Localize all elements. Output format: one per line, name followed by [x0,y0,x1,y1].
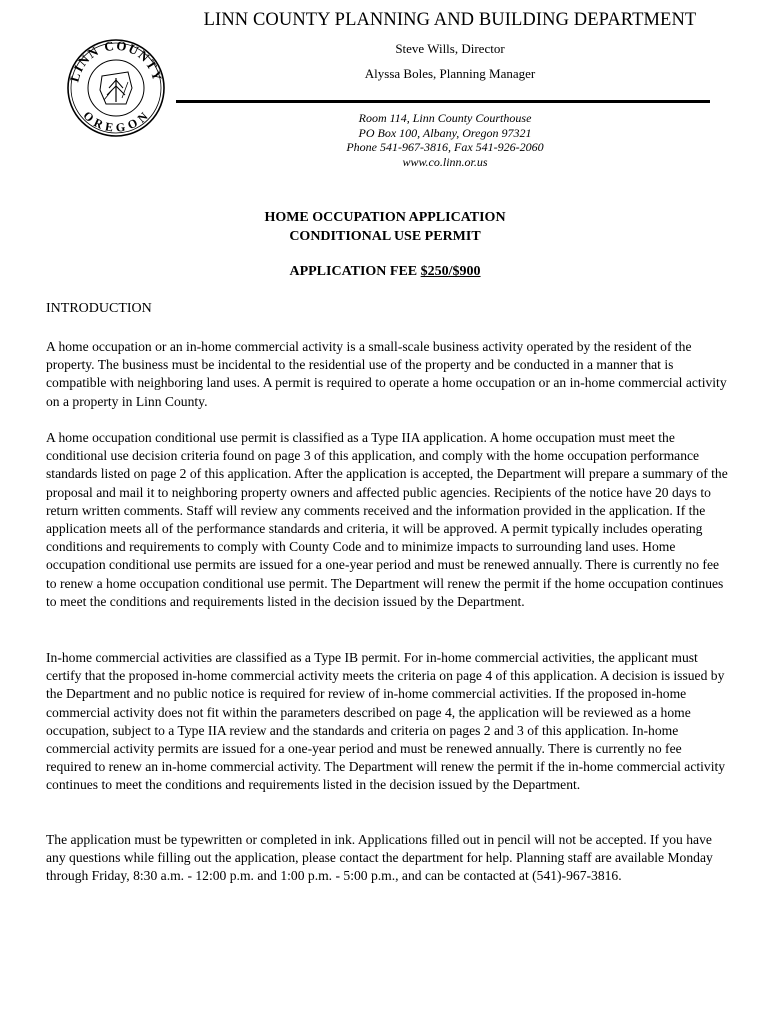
county-seal-logo [66,38,166,138]
planning-manager-name: Alyssa Boles, Planning Manager [364,66,536,81]
application-title-line2: CONDITIONAL USE PERMIT [289,228,481,244]
application-fee [150,264,620,280]
introduction-heading: INTRODUCTION [46,301,152,316]
header-divider [176,100,710,103]
intro-paragraph-1: A home occupation or an in-home commercial activity is a small-scale business activity operated by the resident of the property. The business must be incidental to the residential use of the property and be conducted in a manner that is compatible with neighboring land uses. A permit is required to operate a home occupation or an in-home commercial activity on a property in Linn County. [46,339,727,409]
address-po-box: PO Box 100, Albany, Oregon 97321 [358,125,532,140]
svg-text:LINN COUNTY [66,38,165,84]
address-website: www.co.linn.or.us [402,155,488,170]
director-name: Steve Wills, Director [395,41,505,56]
contact-address-block [300,111,590,170]
application-title-line1: HOME OCCUPATION APPLICATION [264,210,506,225]
address-phone-fax: Phone 541-967-3816, Fax 541-926-2060 [346,140,544,155]
intro-paragraph-4: The application must be typewritten or completed in ink. Applications filled out in pencil will not be accepted. If you have any questions while filling out the application, please contact the department for help. Planning staff are available Monday through Friday, 8:30 a.m. - 12:00 p.m. and 1:00 p.m. - 5:00 p.m., and can be contacted at (541)-967-3816. [46,832,713,884]
department-title: LINN COUNTY PLANNING AND BUILDING DEPARTMENT [203,10,697,30]
seal-icon [66,38,166,138]
fee-label: APPLICATION FEE [289,264,421,279]
intro-paragraph-2: A home occupation conditional use permit is classified as a Type IIA application. A home occupation must meet the conditional use decision criteria found on page 3 of this application, and comply with the home occupation performance standards listed on page 2 of this application. After the application is accepted, the Department will prepare a summary of the proposal and mail it to neighboring property owners and affected public agencies. Recipients of the notice have 20 days to return written comments. Staff will review any comments received and the information provided in the application. If the application meets all of the performance standards and criteria, it will be approved. A permit typically includes operating conditions and requirements to comply with County Code and to minimize impacts to surrounding land uses. Home occupation conditional use permits are issued for a one-year period and must be renewed annually. There is currently no fee to renew a home occupation conditional use permit. The Department will renew the permit if the home occupation continues to meet the conditions and requirements listed in the decision issued by the Department. [46,430,728,609]
seal-bottom-text: OREGON [80,108,152,135]
svg-text:OREGON [80,108,151,135]
intro-paragraph-3: In-home commercial activities are classified as a Type IB permit. For in-home commercial activities, the applicant must certify that the proposed in-home commercial activity meets the criteria on page 4 of this application. A decision is issued by the Department and no public notice is required for review of in-home commercial activities. If the proposed in-home commercial activity does not fit within the parameters described on page 4, the application will be reviewed as a home occupation, subject to a Type IIA review and the standards and criteria on pages 2 and 3 of this application. In-home commercial activity permits are issued for a one-year period and must be renewed annually. There is currently no fee required to renew an in-home commercial activity. The Department will renew the permit if the in-home commercial activity continues to meet the conditions and requirements listed in the decision issued by the Department. [46,650,726,793]
fee-amount: $250/$900 [420,264,481,279]
application-title [150,209,620,246]
address-room: Room 114, Linn County Courthouse [358,111,532,125]
seal-top-text: LINN COUNTY [66,38,166,84]
